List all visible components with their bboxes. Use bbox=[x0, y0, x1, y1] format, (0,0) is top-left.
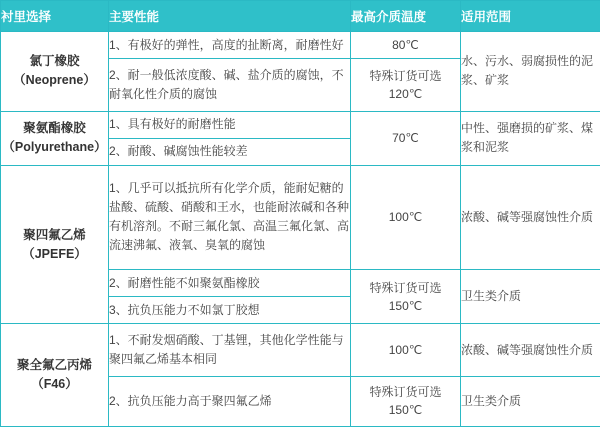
material-cell-polyurethane bbox=[1, 111, 109, 165]
temperature-note: 特殊订货可选 bbox=[369, 68, 442, 83]
table-row bbox=[1, 32, 600, 59]
property-cell: 1、有极好的弹性，高度的扯断离，耐磨性好 bbox=[109, 32, 351, 59]
property-cell: 1、不耐发烟硝酸、丁基锂，其他化学性能与聚四氟乙烯基本相同 bbox=[109, 324, 351, 377]
application-cell: 浓酸、碱等强腐蚀性介质 bbox=[461, 324, 600, 377]
temperature-cell bbox=[351, 111, 461, 165]
material-name-cn: 氯丁橡胶 bbox=[29, 54, 80, 69]
property-cell: 3、抗负压能力不如氯丁胶想 bbox=[109, 297, 351, 324]
temperature-note: 特殊订货可选 bbox=[369, 385, 442, 400]
material-name-cn: 聚四氟乙烯 bbox=[23, 227, 86, 242]
property-cell: 2、抗负压能力高于聚四氟乙烯 bbox=[109, 376, 351, 426]
application-cell: 卫生类介质 bbox=[461, 270, 600, 324]
temperature-value: 150℃ bbox=[388, 298, 423, 313]
application-cell: 卫生类介质 bbox=[461, 376, 600, 426]
temperature-value: 80℃ bbox=[392, 38, 419, 53]
material-cell-ptfe bbox=[1, 165, 109, 323]
material-cell-neoprene bbox=[1, 32, 109, 112]
temperature-cell bbox=[351, 270, 461, 324]
application-cell: 浓酸、碱等强腐蚀性介质 bbox=[461, 165, 600, 269]
table-row bbox=[1, 324, 600, 377]
property-cell: 2、耐一般低浓度酸、碱、盐介质的腐蚀，不耐氧化性介质的腐蚀 bbox=[109, 59, 351, 112]
temperature-value: 150℃ bbox=[388, 403, 423, 418]
temperature-value: 120℃ bbox=[388, 86, 423, 101]
temperature-value: 70℃ bbox=[392, 131, 419, 146]
property-cell: 1、具有极好的耐磨性能 bbox=[109, 111, 351, 138]
material-cell-fep bbox=[1, 324, 109, 427]
material-name-en: （F46） bbox=[31, 377, 78, 392]
application-cell: 水、污水、弱腐损性的泥浆、矿浆 bbox=[461, 32, 600, 112]
column-header-max-temp: 最高介质温度 bbox=[351, 1, 461, 32]
material-name-en: （JPEFE） bbox=[22, 246, 87, 261]
application-cell: 中性、强磨损的矿浆、煤浆和泥浆 bbox=[461, 111, 600, 165]
property-cell: 2、耐酸、碱腐蚀性能较差 bbox=[109, 138, 351, 165]
column-header-lining: 衬里选择 bbox=[1, 1, 109, 32]
column-header-application: 适用范围 bbox=[461, 1, 600, 32]
property-cell: 2、耐磨性能不如聚氨酯橡胶 bbox=[109, 270, 351, 297]
temperature-cell bbox=[351, 32, 461, 59]
column-header-properties: 主要性能 bbox=[109, 1, 351, 32]
table-body bbox=[1, 32, 600, 427]
temperature-cell bbox=[351, 324, 461, 377]
material-name-en: （Neoprene） bbox=[13, 73, 96, 88]
temperature-cell bbox=[351, 165, 461, 269]
temperature-cell bbox=[351, 59, 461, 112]
material-name-cn: 聚全氟乙丙烯 bbox=[16, 358, 92, 373]
property-cell: 1、几乎可以抵抗所有化学介质，能耐妃糖的盐酸、硫酸、硝酸和王水，也能耐浓碱和各种有机溶剂。不耐三氟化氯、高温三氟化氯、高流速沸氟、液氧、臭氧的腐蚀 bbox=[109, 165, 351, 269]
table-header bbox=[1, 1, 600, 32]
temperature-value: 100℃ bbox=[388, 343, 423, 358]
temperature-cell bbox=[351, 376, 461, 426]
table-row bbox=[1, 165, 600, 269]
material-name-cn: 聚氨酯橡胶 bbox=[23, 121, 86, 136]
temperature-note: 特殊订货可选 bbox=[369, 280, 442, 295]
material-name-en: （Polyurethane） bbox=[2, 140, 107, 155]
table-header-row bbox=[1, 1, 600, 32]
table-row bbox=[1, 111, 600, 138]
temperature-value: 100℃ bbox=[388, 210, 423, 225]
